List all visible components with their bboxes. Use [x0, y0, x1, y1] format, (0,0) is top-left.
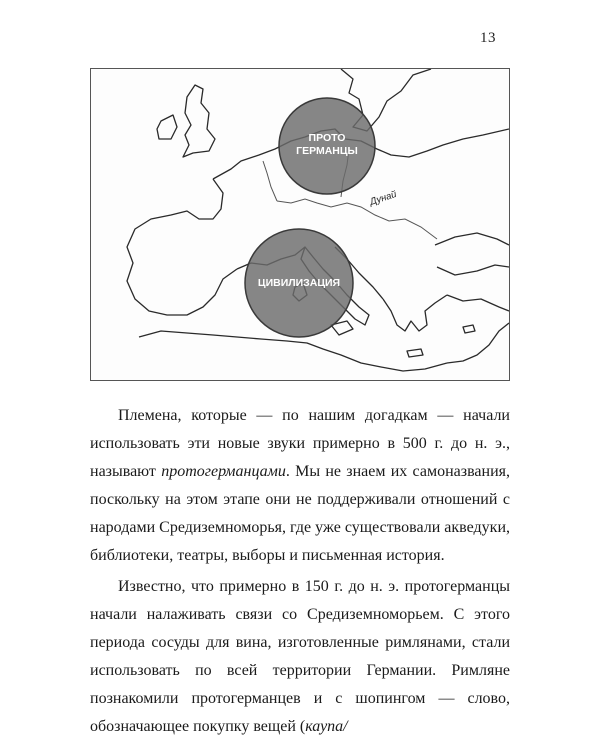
protogermans-label-line1: ПРОТО [308, 132, 346, 144]
britain-coast [183, 85, 215, 157]
danube-label: Дунай [368, 188, 398, 208]
cyprus-coast [463, 325, 475, 333]
paragraph-1-start: Племена, которые — по нашим догадкам — начали использовать эти новые звуки примерно в 500 г. до н. э., называют [90, 407, 510, 480]
civilization-label: ЦИВИЛИЗАЦИЯ [257, 277, 341, 289]
paragraph-1 [90, 402, 510, 570]
black-sea-north [435, 233, 509, 245]
page-number: 13 [480, 30, 496, 46]
black-sea-south [437, 265, 509, 275]
paragraph-1-end: . Мы не знаем их самоназвания, поскольку на этом этапе они не поддерживали отношений с народами Средиземноморья, где уже существовали акведуки, библиотеки, театры, выборы и письменная история. [90, 463, 510, 564]
greece-coast [383, 295, 447, 331]
protogermans-label-line2: ГЕРМАНЦЫ [296, 145, 358, 157]
west-coast [127, 179, 237, 315]
europe-map [91, 69, 509, 380]
term-kaupa: каупа/ [305, 718, 348, 735]
crete-coast [407, 349, 423, 357]
term-protogermans: протогерманцами [161, 463, 286, 480]
paragraph-2 [90, 573, 510, 741]
anatolia-coast [447, 295, 509, 311]
ireland-coast [157, 115, 177, 139]
levant-coast [447, 323, 509, 363]
rhine-river [263, 161, 277, 201]
paragraph-2-start: Известно, что примерно в 150 г. до н. э. протогерманцы начали налаживать связи со Средиземноморьем. С этого периода сосуды для вина, изготовленные римлянами, стали использовать по всей территории Германии. Римляне познакомили протогерманцев и с шопингом — слово, обозначающее покупку вещей ( [90, 578, 510, 735]
map-figure [90, 68, 510, 381]
body-text [90, 402, 510, 741]
